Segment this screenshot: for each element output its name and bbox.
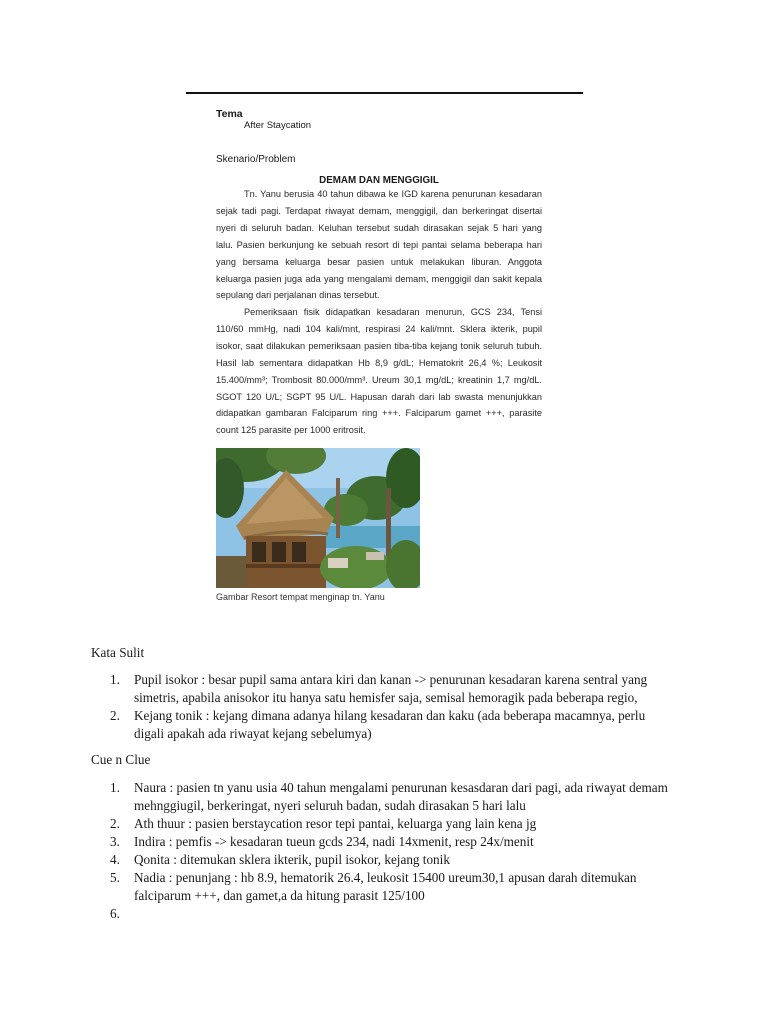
skenario-label: Skenario/Problem	[216, 154, 296, 165]
list-item-text: Pupil isokor : besar pupil sama antara kiri dan kanan -> penurunan kesadaran karena sentral yang simetris, apabila anisokor itu hanya satu hemisfer saja, semisal hemoragik pada beberapa regio,	[134, 672, 648, 705]
list-item-number: 5.	[110, 870, 120, 885]
list-item-number: 3.	[110, 834, 120, 849]
list-item-number: 4.	[110, 852, 120, 867]
scenario-paragraph-1: Tn. Yanu berusia 40 tahun dibawa ke IGD karena penurunan kesadaran sejak tadi pagi. Terdapat riwayat demam, menggigil, dan berkeringat disertai nyeri di seluruh badan. Keluhan tersebut sudah dirasakan sejak 5 hari yang lalu. Pasien berkunjung ke sebuah resort di tepi pantai selama beberapa hari yang bersama keluarga besar pasien untuk melakukan liburan. Anggota keluarga pasien juga ada yang mengalami demam, menggigil dan sakit kepala sepulang dari perjalanan dinas tersebut.	[216, 189, 542, 301]
cue-n-clue-list	[106, 779, 676, 921]
kata-sulit-list	[106, 671, 676, 743]
list-item-text: Indira : pemfis -> kesadaran tueun gcds 234, nadi 14xmenit, resp 24x/menit	[134, 834, 534, 849]
list-item	[106, 833, 676, 851]
list-item-number: 2.	[110, 708, 120, 723]
list-item	[106, 671, 676, 707]
list-item	[106, 869, 676, 905]
list-item-number: 1.	[110, 780, 120, 795]
list-item-text: Qonita : ditemukan sklera ikterik, pupil isokor, kejang tonik	[134, 852, 450, 867]
tema-value: After Staycation	[244, 120, 312, 131]
list-item	[106, 815, 676, 833]
photo-caption: Gambar Resort tempat menginap tn. Yanu	[216, 592, 385, 602]
list-item-text: Kejang tonik : kejang dimana adanya hilang kesadaran dan kaku (ada beberapa macamnya, perlu digali apakah ada riwayat kejang sebelumya)	[134, 708, 646, 741]
list-item-number: 2.	[110, 816, 120, 831]
list-item-text: Ath thuur : pasien berstaycation resor tepi pantai, keluarga yang lain kena jg	[134, 816, 537, 831]
list-item-text: Naura : pasien tn yanu usia 40 tahun mengalami penurunan kesasdaran dari pagi, ada riwayat demam mehnggiugil, berkeringat, nyeri seluruh badan, sudah dirasakan 5 hari lalu	[134, 780, 668, 813]
list-item	[106, 779, 676, 815]
scenario-title: DEMAM DAN MENGGIGIL	[319, 175, 439, 186]
list-item-number: 6.	[110, 906, 120, 921]
tema-label: Tema	[216, 108, 243, 120]
list-item	[106, 851, 676, 869]
list-item-text: Nadia : penunjang : hb 8.9, hematorik 26.4, leukosit 15400 ureum30,1 apusan darah ditemukan falciparum +++, dan gamet,a da hitung parasit 125/100	[134, 870, 637, 903]
list-item	[106, 707, 676, 743]
cue-n-clue-heading: Cue n Clue	[91, 752, 151, 767]
kata-sulit-heading: Kata Sulit	[91, 645, 145, 660]
scenario-paragraph-2: Pemeriksaan fisik didapatkan kesadaran menurun, GCS 234, Tensi 110/60 mmHg, nadi 104 kali/mnt, respirasi 24 kali/mnt. Sklera ikterik, pupil isokor, saat dilakukan pemeriksaan pasien tiba-tiba kejang tonik seluruh tubuh. Hasil lab sementara didapatkan Hb 8,9 g/dL; Hematokrit 26,4 %; Leukosit 15.400/mm³; Trombosit 80.000/mm³. Ureum 30,1 mg/dL; kreatinin 1,7 mg/dL. SGOT 120 U/L; SGPT 95 U/L. Hapusan darah dari lab swasta menunjukkan didapatkan gambaran Falciparum ring +++. Falciparum gamet +++, parasite count 125 parasite per 1000 eritrosit.	[216, 307, 542, 436]
resort-photo	[216, 448, 420, 588]
list-item-number: 1.	[110, 672, 120, 687]
top-horizontal-rule	[186, 92, 583, 94]
